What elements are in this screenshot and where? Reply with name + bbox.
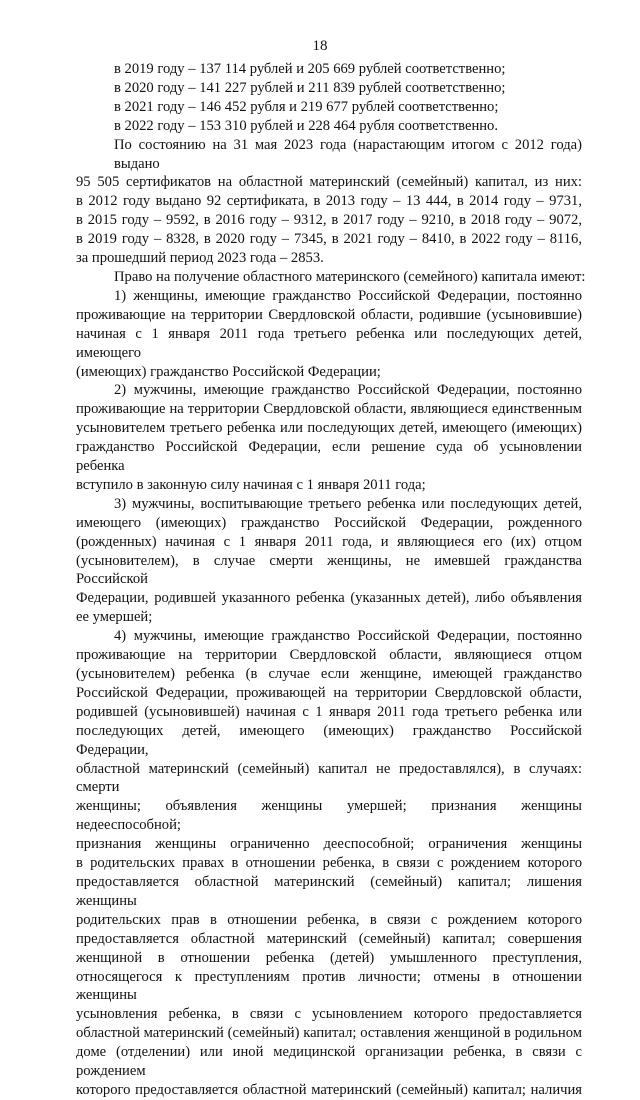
text-line: последующих детей, имеющего (имеющих) гражданство Российской Федерации, [76,722,582,758]
text-line: в 2012 году выдано 92 сертификата, в 2013 году – 13 444, в 2014 году – 9731, [76,193,582,210]
text-line: По состоянию на 31 мая 2023 года (нарастающим итогом с 2012 года) выдано [114,136,582,172]
text-line: в 2020 году – 141 227 рублей и 211 839 рублей соответственно; [114,79,506,96]
text-line: проживающие на территории Свердловской области, родившие (усыновившие) [76,306,582,323]
text-line: (имеющих) гражданство Российской Федерации; [76,363,381,380]
document-body [76,60,586,1100]
text-line: вступило в законную силу начиная с 1 января 2011 года; [76,476,426,493]
text-line: предоставляется областной материнский (семейный) капитал; лишения женщины [76,873,582,909]
text-line: в 2019 году – 137 114 рублей и 205 669 рублей соответственно; [114,61,506,77]
text-line: (усыновителем) ребенка (в случае если женщине, имеющей гражданство [76,666,582,682]
text-line: за прошедший период 2023 года – 2853. [76,250,324,267]
text-line: 4) мужчины, имеющие гражданство Российской Федерации, постоянно [114,628,582,645]
text-line: Федерации, родившей указанного ребенка (указанных детей), либо объявления [76,590,582,607]
text-line: областной материнский (семейный) капитал; оставления женщиной в родильном [76,1025,582,1042]
text-line: ее умершей; [76,609,153,626]
text-line: доме (отделении) или иной медицинской организации ребенка, в связи с рождением [76,1044,582,1080]
text-line: 3) мужчины, воспитывающие третьего ребенка или последующих детей, [114,495,582,512]
text-line: в 2019 году – 8328, в 2020 году – 7345, в 2021 году – 8410, в 2022 году – 8116, [76,231,582,248]
text-line: Российской Федерации, проживающей на территории Свердловской области, [76,684,582,701]
text-line: имеющего (имеющих) гражданство Российской Федерации, рожденного [76,514,582,531]
text-line: усыновителем третьего ребенка или последующих детей, имеющего (имеющих) [76,420,582,437]
text-line: относящегося к преступлениям против личности; отмены в отношении женщины [76,968,582,1004]
text-line: проживающие на территории Свердловской области, являющиеся отцом [76,647,582,664]
text-line: женщиной в отношении ребенка (детей) умышленного преступления, [76,949,582,966]
text-line: в 2021 году – 146 452 рубля и 219 677 рублей соответственно; [114,98,499,115]
text-line: предоставляется областной материнский (семейный) капитал; совершения [76,930,582,947]
text-line: в 2022 году – 153 310 рублей и 228 464 рубля соответственно. [114,117,499,134]
text-line: родительских прав в отношении ребенка, в связи с рождением которого [76,911,582,928]
text-line: в 2015 году – 9592, в 2016 году – 9312, в 2017 году – 9210, в 2018 году – 9072, [76,212,582,229]
text-line: которого предоставляется областной материнский (семейный) капитал; наличия [76,1081,582,1098]
text-line: в родительских правах в отношении ребенка, в связи с рождением которого [76,855,582,872]
text-line: проживающие на территории Свердловской области, являющиеся единственным [76,401,582,418]
text-line: 1) женщины, имеющие гражданство Российской Федерации, постоянно [114,287,582,304]
text-line: (рожденных) начиная с 1 января 2011 года, и являющиеся его (их) отцом [76,533,582,550]
text-line: женщины; объявления женщины умершей; признания женщины недееспособной; [76,798,582,834]
text-line: начиная с 1 января 2011 года третьего ребенка или последующих детей, имеющего [76,325,582,361]
text-line: гражданство Российской Федерации, если решение суда об усыновлении ребенка [76,439,582,475]
text-line: 2) мужчины, имеющие гражданство Российской Федерации, постоянно [114,382,582,399]
text-line: областной материнский (семейный) капитал не предоставлялся), в случаях: смерти [76,760,582,796]
text-line: усыновления ребенка, в связи с усыновлением которого предоставляется [76,1006,582,1023]
page-number: 18 [312,38,328,54]
text-line: родившей (усыновившей) начиная с 1 января 2011 года третьего ребенка или [76,703,582,720]
text-line: 95 505 сертификатов на областной материнский (семейный) капитал, из них: [76,174,582,191]
text-line: признания женщины ограниченно дееспособной; ограничения женщины [76,836,582,853]
text-line: (усыновителем), в случае смерти женщины, не имевшей гражданства Российской [76,552,582,588]
text-line: Право на получение областного материнского (семейного) капитала имеют: [114,268,586,285]
